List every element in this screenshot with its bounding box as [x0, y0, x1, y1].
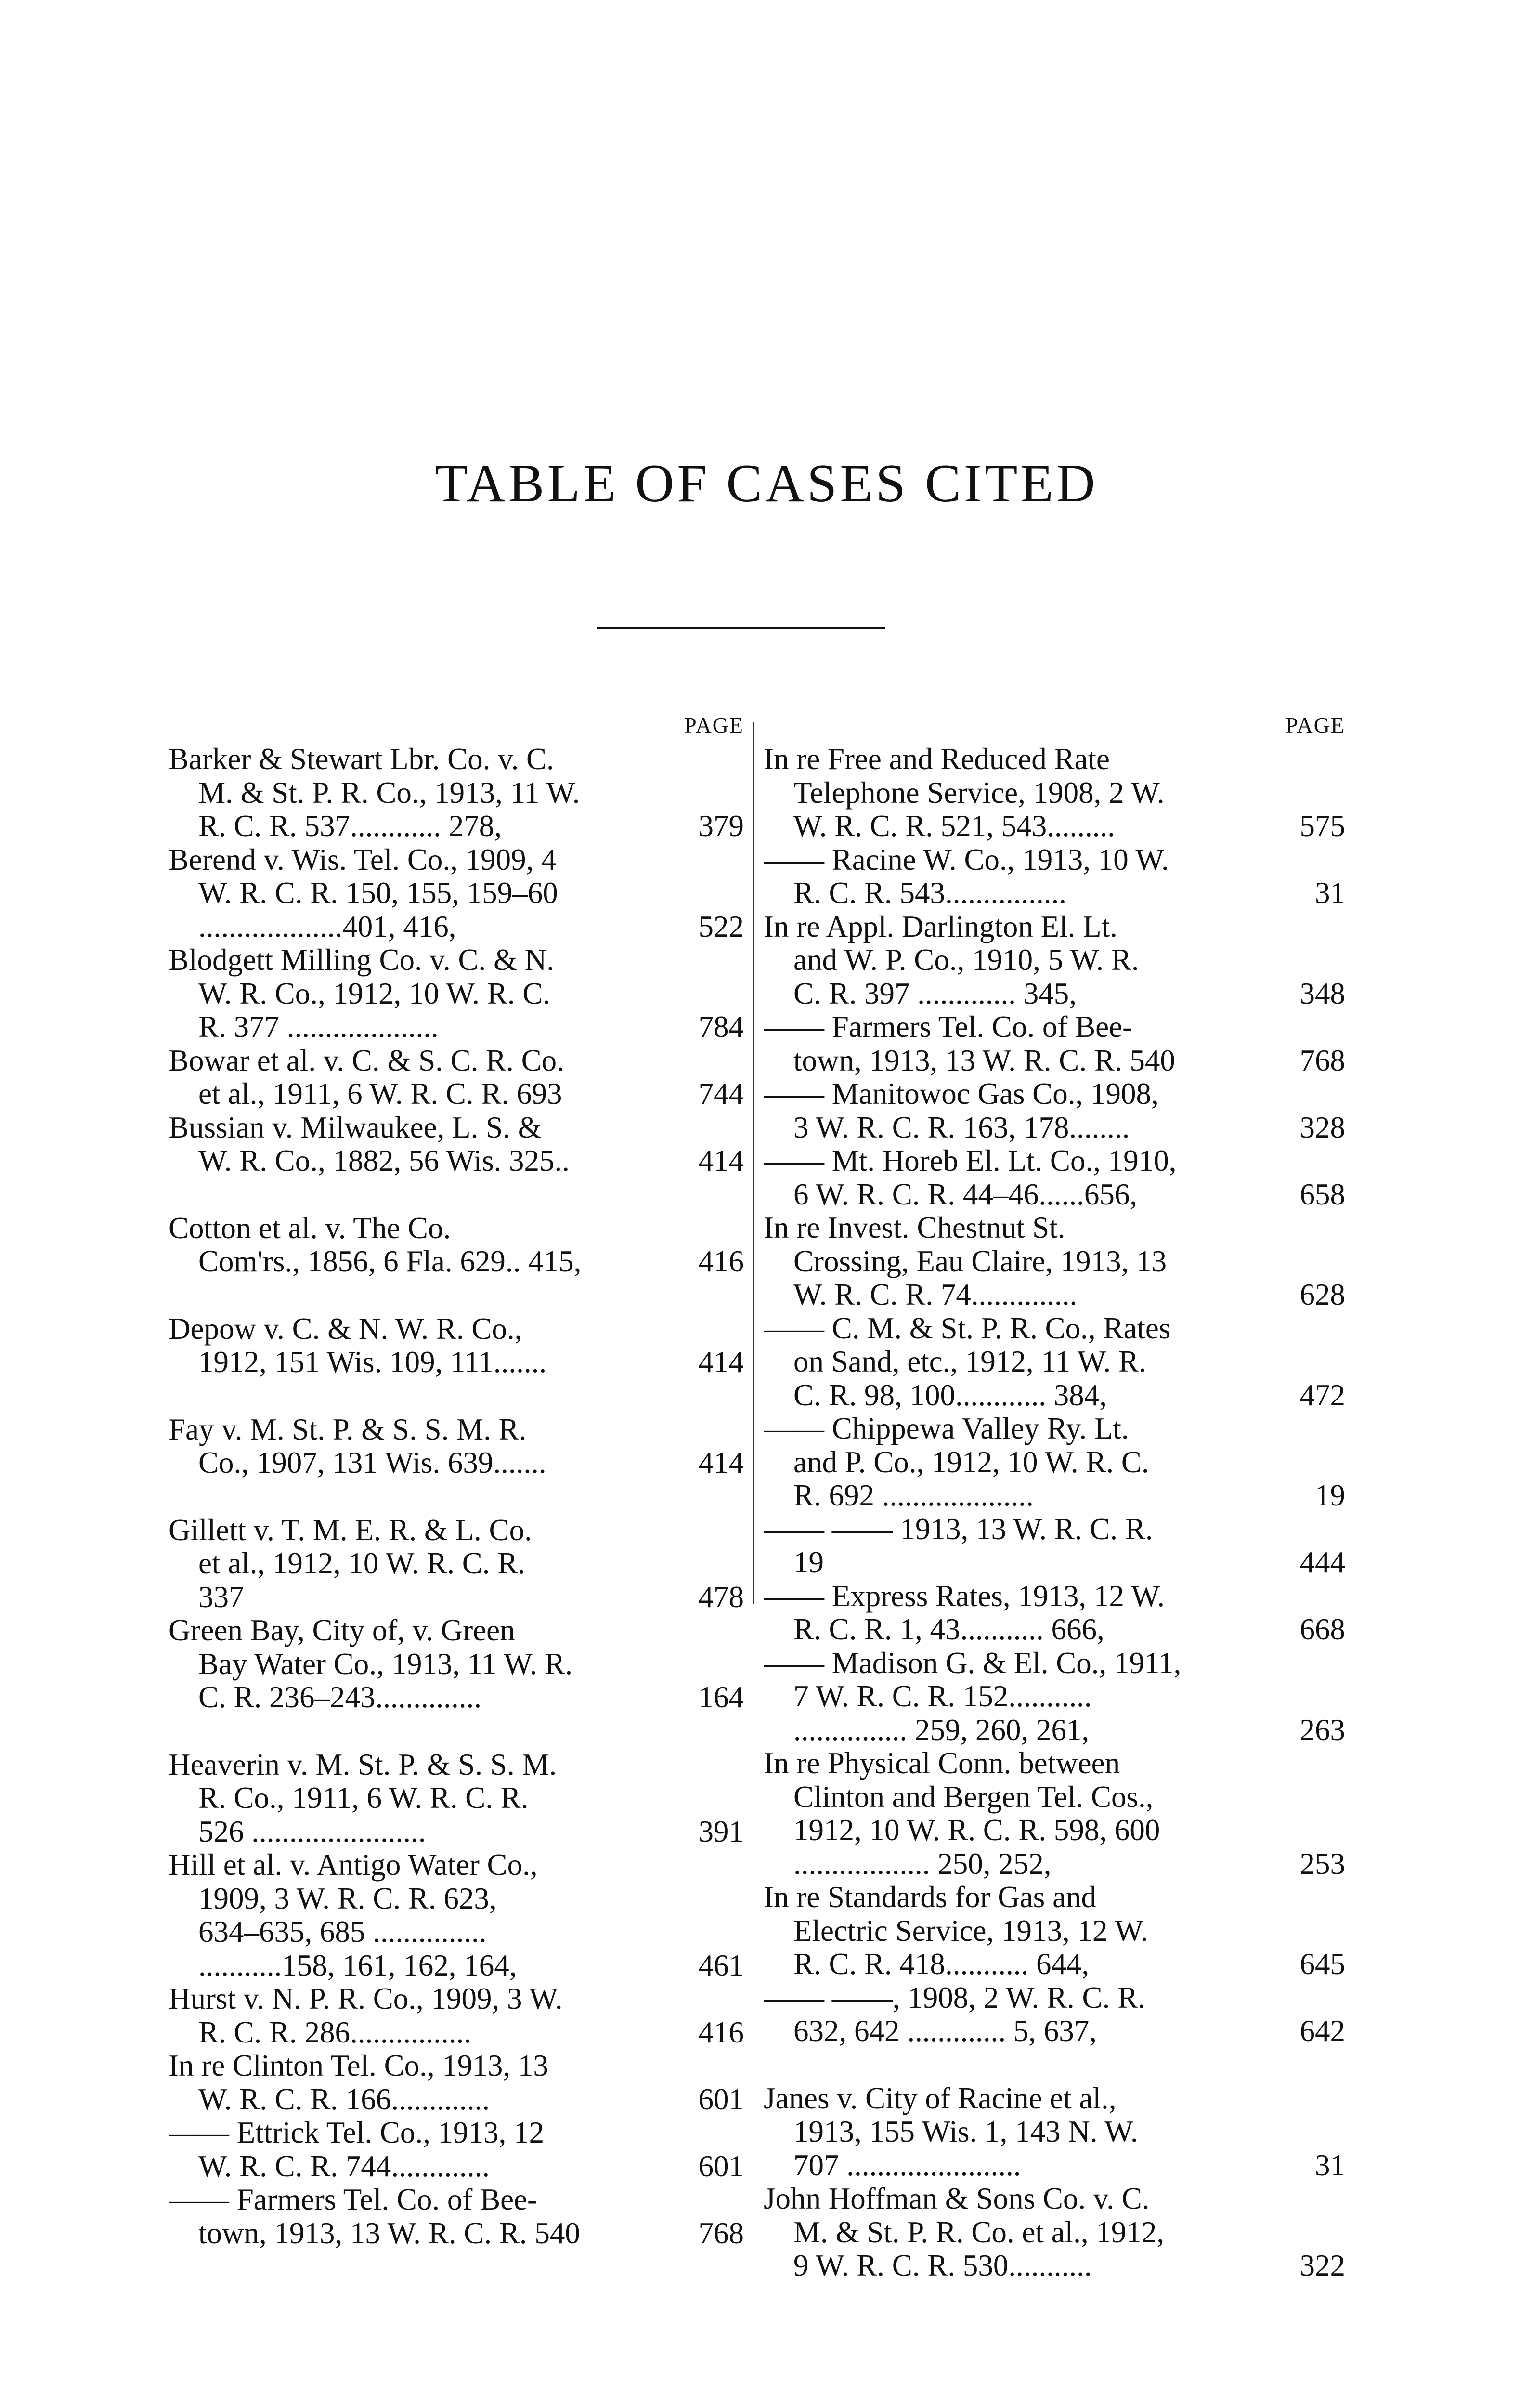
entry-text: Heaverin v. M. St. P. & S. S. M. [169, 1748, 557, 1781]
entry-text: R. 377 .................... [198, 1010, 439, 1044]
entry-text: 632, 642 ............. 5, 637, [793, 2015, 1097, 2048]
entry-text: .................. 250, 252, [793, 1847, 1052, 1881]
case-entry [169, 943, 744, 1044]
case-entry [764, 1144, 1345, 1211]
entry-gap [764, 2048, 1345, 2082]
entry-line [764, 1077, 1345, 1111]
case-entry [169, 1212, 744, 1279]
entry-line [764, 1446, 1345, 1479]
entry-line [169, 1044, 744, 1078]
page-number: 164 [698, 1681, 744, 1714]
entry-text: Crossing, Eau Claire, 1913, 13 [793, 1244, 1167, 1278]
entry-text: In re Free and Reduced Rate [764, 743, 1110, 776]
entry-text: R. Co., 1911, 6 W. R. C. R. [198, 1781, 529, 1815]
entry-text: 526 ....................... [198, 1815, 426, 1848]
entry-text: R. C. R. 543................ [793, 877, 1067, 910]
entry-line [764, 1580, 1345, 1613]
entry-text: R. C. R. 286................ [198, 2015, 472, 2049]
page-number: 645 [1299, 1948, 1345, 1981]
entry-text: W. R. C. R. 150, 155, 159–60 [198, 877, 558, 910]
case-entry [169, 843, 744, 944]
page-number: 348 [1299, 977, 1345, 1010]
entry-line [764, 2115, 1345, 2149]
case-entry [169, 2116, 744, 2183]
entry-line [764, 1278, 1345, 1312]
entry-line [169, 1144, 744, 1178]
entry-text: W. R. C. R. 74.............. [793, 1278, 1078, 1311]
entry-line [169, 2116, 744, 2150]
entry-line [169, 1514, 744, 1547]
entry-line [764, 1847, 1345, 1881]
entry-line [764, 2015, 1345, 2048]
page-number: 461 [698, 1949, 744, 1982]
entry-line [764, 1211, 1345, 1245]
page-number: 253 [1299, 1847, 1345, 1881]
entry-text: W. R. C. R. 166............. [198, 2082, 490, 2116]
entry-line [764, 877, 1345, 910]
page-column-label: PAGE [684, 713, 744, 737]
entry-text: Berend v. Wis. Tel. Co., 1909, 4 [169, 843, 557, 877]
entry-gap [169, 1714, 744, 1748]
case-entry [169, 743, 744, 843]
case-entry [764, 1881, 1345, 1981]
entry-line [764, 743, 1345, 776]
entry-gap [169, 1279, 744, 1312]
entry-line [169, 1413, 744, 1447]
case-entry [169, 1312, 744, 1379]
title-rule [597, 627, 885, 629]
entry-text: Janes v. City of Racine et al., [764, 2081, 1117, 2115]
entry-text: Telephone Service, 1908, 2 W. [793, 776, 1165, 810]
entry-text: and P. Co., 1912, 10 W. R. C. [793, 1445, 1149, 1479]
case-entry [764, 843, 1345, 910]
entry-text: W. R. C. R. 744............. [198, 2149, 490, 2183]
page-number: 601 [698, 2082, 744, 2116]
case-entry [764, 1211, 1345, 1312]
entry-line [764, 943, 1345, 977]
entry-line [764, 810, 1345, 843]
entry-line [169, 1346, 744, 1379]
entry-text: —— Mt. Horeb El. Lt. Co., 1910, [764, 1144, 1177, 1178]
entry-line [169, 1212, 744, 1245]
entry-line [764, 1714, 1345, 1747]
entry-line [764, 1513, 1345, 1546]
entry-text: —— ——, 1908, 2 W. R. C. R. [764, 1981, 1145, 2015]
entry-text: and W. P. Co., 1910, 5 W. R. [793, 943, 1139, 977]
entry-text: 1912, 151 Wis. 109, 111....... [198, 1346, 547, 1379]
entry-text: W. R. Co., 1882, 56 Wis. 325.. [198, 1144, 570, 1178]
entry-line [169, 1581, 744, 1614]
entry-line [169, 1915, 744, 1949]
entry-text: 7 W. R. C. R. 152........... [793, 1680, 1092, 1713]
entry-text: Fay v. M. St. P. & S. S. M. R. [169, 1413, 527, 1446]
page-number: 642 [1299, 2015, 1345, 2048]
page-number: 379 [698, 810, 744, 843]
case-entry [169, 1413, 744, 1480]
case-entry [169, 1044, 744, 1111]
page-number: 575 [1299, 810, 1345, 843]
entry-line [169, 1614, 744, 1648]
entry-text: R. C. R. 418........... 644, [793, 1948, 1090, 1981]
entry-text: M. & St. P. R. Co., 1913, 11 W. [198, 776, 580, 810]
page-title: TABLE OF CASES CITED [435, 454, 1098, 513]
entry-text: Hill et al. v. Antigo Water Co., [169, 1848, 538, 1882]
page-number: 416 [698, 2015, 744, 2049]
entry-line [764, 1010, 1345, 1044]
case-entry [764, 1981, 1345, 2048]
entry-text: In re Appl. Darlington El. Lt. [764, 910, 1117, 943]
entry-gap [169, 1480, 744, 1514]
entry-line [169, 1748, 744, 1782]
entry-line [764, 1144, 1345, 1178]
page-number: 328 [1299, 1111, 1345, 1144]
case-entry [764, 1513, 1345, 1580]
entry-line [169, 1848, 744, 1882]
entry-text: 1912, 10 W. R. C. R. 598, 600 [793, 1814, 1160, 1847]
entry-text: —— Farmers Tel. Co. of Bee- [764, 1010, 1133, 1044]
entry-line [764, 977, 1345, 1011]
entry-line [764, 2149, 1345, 2183]
case-entry [764, 910, 1345, 1011]
entry-line [764, 1814, 1345, 1847]
entry-text: —— Racine W. Co., 1913, 10 W. [764, 843, 1169, 877]
entry-line [764, 1044, 1345, 1078]
right-column [764, 708, 1345, 2283]
case-entry [764, 1580, 1345, 1647]
entry-line [169, 810, 744, 843]
entry-text: In re Invest. Chestnut St. [764, 1211, 1065, 1244]
entry-line [169, 776, 744, 810]
entry-text: Bowar et al. v. C. & S. C. R. Co. [169, 1044, 564, 1077]
entry-line [764, 1546, 1345, 1580]
entry-text: C. R. 397 ............. 345, [793, 977, 1077, 1010]
entry-text: ...........158, 161, 162, 164, [198, 1949, 517, 1982]
entry-text: 19 [793, 1546, 824, 1579]
case-entry [764, 2182, 1345, 2283]
page-number: 263 [1299, 1713, 1345, 1747]
entry-text: Depow v. C. & N. W. R. Co., [169, 1312, 522, 1346]
entry-line [764, 1747, 1345, 1780]
entry-text: —— —— 1913, 13 W. R. C. R. [764, 1512, 1153, 1546]
entry-text: —— Express Rates, 1913, 12 W. [764, 1579, 1165, 1613]
entry-line [764, 2082, 1345, 2116]
entry-line [169, 1815, 744, 1849]
entry-text: Cotton et al. v. The Co. [169, 1211, 451, 1245]
entry-line [764, 910, 1345, 944]
entry-line [764, 843, 1345, 877]
entry-line [764, 1379, 1345, 1413]
case-entry [169, 2049, 744, 2116]
page-number: 784 [698, 1010, 744, 1044]
entry-line [764, 1881, 1345, 1914]
page-number: 414 [698, 1144, 744, 1178]
entry-text: C. R. 98, 100............ 384, [793, 1378, 1107, 1412]
entry-line [764, 1948, 1345, 1981]
entry-text: Com'rs., 1856, 6 Fla. 629.. 415, [198, 1245, 582, 1278]
entry-text: C. R. 236–243.............. [198, 1681, 482, 1714]
entry-text: Gillett v. T. M. E. R. & L. Co. [169, 1513, 532, 1547]
entry-line [169, 877, 744, 910]
entry-text: 6 W. R. C. R. 44–46......656, [793, 1178, 1138, 1211]
entry-text: Bussian v. Milwaukee, L. S. & [169, 1111, 542, 1144]
page-number: 391 [698, 1815, 744, 1848]
entry-text: W. R. Co., 1912, 10 W. R. C. [198, 977, 551, 1010]
entry-line [169, 1312, 744, 1346]
page-number: 414 [698, 1346, 744, 1379]
page-number: 658 [1299, 1178, 1345, 1211]
column-divider [753, 722, 754, 1604]
entry-line [764, 2182, 1345, 2216]
entry-text: —— Manitowoc Gas Co., 1908, [764, 1077, 1159, 1111]
page-number: 444 [1299, 1546, 1345, 1579]
entry-text: 1913, 155 Wis. 1, 143 N. W. [793, 2115, 1138, 2148]
entry-text: M. & St. P. R. Co. et al., 1912, [793, 2215, 1165, 2249]
entry-gap [169, 1379, 744, 1413]
entry-line [764, 1780, 1345, 1814]
page-number: 668 [1299, 1613, 1345, 1646]
entry-text: Blodgett Milling Co. v. C. & N. [169, 943, 554, 977]
entry-text: —— C. M. & St. P. R. Co., Rates [764, 1311, 1171, 1345]
case-entry [764, 2082, 1345, 2183]
entry-line [169, 1010, 744, 1044]
entry-line [169, 977, 744, 1011]
entry-line [764, 1178, 1345, 1212]
entry-text: 9 W. R. C. R. 530........... [793, 2249, 1092, 2282]
entry-text: —— Farmers Tel. Co. of Bee- [169, 2183, 538, 2216]
page-number: 31 [1315, 877, 1345, 910]
entry-text: et al., 1912, 10 W. R. C. R. [198, 1547, 526, 1580]
entry-text: Barker & Stewart Lbr. Co. v. C. [169, 743, 554, 776]
entry-line [169, 2049, 744, 2083]
page-number: 628 [1299, 1278, 1345, 1311]
page-number: 768 [1299, 1044, 1345, 1077]
entry-line [764, 1245, 1345, 1279]
entry-line [169, 1648, 744, 1681]
entry-line [169, 1245, 744, 1279]
entry-line [764, 776, 1345, 810]
entry-text: ............... 259, 260, 261, [793, 1713, 1090, 1747]
entry-line [169, 2217, 744, 2251]
case-entry [764, 1077, 1345, 1144]
case-entry [169, 1848, 744, 1982]
page-number: 19 [1315, 1479, 1345, 1512]
entry-text: R. 692 .................... [793, 1479, 1034, 1512]
page-column-label: PAGE [1286, 713, 1345, 737]
entry-text: —— Ettrick Tel. Co., 1913, 12 [169, 2116, 545, 2149]
page-number: 744 [698, 1077, 744, 1111]
entry-text: John Hoffman & Sons Co. v. C. [764, 2182, 1150, 2215]
entry-text: 337 [198, 1580, 244, 1614]
entry-line [169, 1547, 744, 1581]
entry-text: 634–635, 685 ............... [198, 1915, 487, 1949]
entry-line [764, 1647, 1345, 1680]
case-entry [169, 1748, 744, 1849]
entry-line [764, 2249, 1345, 2283]
entry-text: town, 1913, 13 W. R. C. R. 540 [793, 1044, 1175, 1077]
entry-text: Green Bay, City of, v. Green [169, 1614, 515, 1647]
case-entry [764, 1412, 1345, 1513]
case-entry [169, 1982, 744, 2049]
entry-text: ...................401, 416, [198, 910, 456, 943]
case-entry [764, 1647, 1345, 1747]
entry-line [169, 1882, 744, 1916]
entry-line [764, 1479, 1345, 1513]
entry-line [764, 1914, 1345, 1948]
case-entry [764, 1747, 1345, 1881]
entry-text: 1909, 3 W. R. C. R. 623, [198, 1882, 497, 1915]
entry-text: 707 ....................... [793, 2148, 1021, 2182]
page-number: 414 [698, 1446, 744, 1479]
entry-text: —— Madison G. & El. Co., 1911, [764, 1646, 1182, 1680]
case-entry [764, 743, 1345, 843]
entry-text: In re Physical Conn. between [764, 1747, 1120, 1780]
left-column [169, 708, 744, 2250]
entry-line [764, 1345, 1345, 1379]
entry-line [169, 1949, 744, 1983]
entry-text: Hurst v. N. P. R. Co., 1909, 3 W. [169, 1982, 563, 2015]
page-number: 601 [698, 2149, 744, 2183]
entry-line [764, 1613, 1345, 1647]
entry-text: et al., 1911, 6 W. R. C. R. 693 [198, 1077, 562, 1111]
case-entry [169, 1111, 744, 1178]
case-entry [169, 1614, 744, 1714]
entry-line [169, 1077, 744, 1111]
page-number: 31 [1315, 2148, 1345, 2182]
entry-line [764, 2216, 1345, 2250]
entry-text: on Sand, etc., 1912, 11 W. R. [793, 1345, 1146, 1378]
page-number: 478 [698, 1580, 744, 1614]
entry-line [169, 910, 744, 944]
entry-line [764, 1111, 1345, 1145]
entry-line [169, 2083, 744, 2117]
entry-text: W. R. C. R. 521, 543......... [793, 810, 1115, 843]
page-number: 322 [1299, 2249, 1345, 2282]
entry-line [169, 2183, 744, 2217]
entry-line [764, 1412, 1345, 1446]
case-entry [169, 2183, 744, 2250]
page-number: 416 [698, 1245, 744, 1278]
entry-line [169, 1982, 744, 2016]
entry-line [764, 1981, 1345, 2015]
case-entry [764, 1312, 1345, 1413]
entry-line [169, 843, 744, 877]
entry-line [169, 1681, 744, 1714]
entry-line [169, 1111, 744, 1145]
entry-line [169, 743, 744, 776]
entry-text: R. C. R. 1, 43........... 666, [793, 1613, 1104, 1646]
entry-text: 3 W. R. C. R. 163, 178........ [793, 1111, 1130, 1144]
entry-text: R. C. R. 537............ 278, [198, 810, 502, 843]
entry-line [169, 1446, 744, 1480]
entry-line [764, 1680, 1345, 1714]
page-number: 768 [698, 2216, 744, 2250]
page-number: 522 [698, 910, 744, 943]
entry-line [169, 2016, 744, 2050]
entry-text: Clinton and Bergen Tel. Cos., [793, 1780, 1154, 1814]
entry-text: —— Chippewa Valley Ry. Lt. [764, 1412, 1129, 1445]
entry-text: In re Standards for Gas and [764, 1881, 1097, 1914]
entry-text: Co., 1907, 131 Wis. 639....... [198, 1446, 546, 1479]
entry-text: Bay Water Co., 1913, 11 W. R. [198, 1647, 573, 1681]
entry-text: Electric Service, 1913, 12 W. [793, 1914, 1148, 1948]
entry-line [169, 943, 744, 977]
page-number: 472 [1299, 1378, 1345, 1412]
entry-line [764, 1312, 1345, 1346]
entry-line [169, 1781, 744, 1815]
entry-text: town, 1913, 13 W. R. C. R. 540 [198, 2216, 580, 2250]
case-entry [169, 1514, 744, 1614]
case-entry [764, 1010, 1345, 1077]
entry-line [169, 2150, 744, 2184]
entry-gap [169, 1178, 744, 1212]
entry-text: In re Clinton Tel. Co., 1913, 13 [169, 2049, 548, 2082]
